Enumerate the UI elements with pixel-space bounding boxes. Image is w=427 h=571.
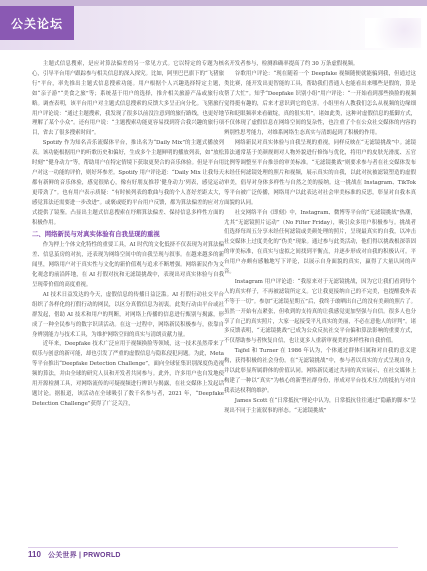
footer-divider (28, 547, 398, 548)
section-subheading: 二、网络新民与对真实体验有自我呈现的重视 (32, 230, 160, 239)
paragraph: 网络新民对真实体验与自我呈现的重视，同样反映在“无滤镜挑战”中。滤镜算法通常基于美颜规则对人物外貌进行修饰与优化，将用户的皮肤光滑度、五官比例等调整至平台推崇的审美标准。“无滤镜挑战”则要求参与者在社交媒体发布未经任何滤镜处理的照片和视频，展示真实的自我，以此对抗被滤镜塑造的虚假审美，倡导对身体多样性与自然之美的接纳。这一挑战在 Instagram、TikTok 等平台被广泛传播，网络用户以此表达对社会审美标准的反思，彰显对自我本真面貌的认同。 (224, 140, 416, 206)
page-footer (0, 537, 427, 571)
paragraph: James Scott 在“日常抵抗”理论中认为，日常抵抗往往通过“隐蔽的脚本”呈现出不同于主流叙事的形态。“无滤镜挑战” (224, 397, 416, 414)
right-column (224, 60, 416, 530)
paragraph: 近年来，Deepfake 技术广泛应用于视频换脸等领域，这一技术虽然带来了娱乐与创意的新可能，却也引发了严重的虚假信息与隐私侵犯问题。为此，Meta 等平台推出“Deepfake Detection Challenge”，面向全球征集识别深度伪造视频的算法，并由全球的研究人员和开发者共同参与。此外，许多用户也自发地使用开源检测工具，对网络流传的可疑视频进行辨识与揭露，在社交媒体上发起话题讨论。据报道，该活动在全球吸引了数千名参与者，2021 年，“Deepfake Detection Challenge”获得了广泛关注， (32, 341, 224, 407)
left-column (32, 60, 224, 530)
section-label: 公关论坛 (0, 6, 74, 40)
paragraph: Instagram 用户评论道：“我原来对于无滤镜挑战，因为它让我们看到每个人的真实样子，不再被滤镜所定义。它让我更接纳自己的不完美，也提醒我外表不等于一切”。参加“无滤镜星期五”后，我终于敢晒出自己的没有美颜的照片了。虽然一开始有点紧张，但收到的支持真的让我感觉更加坚强与自信。很多人也分享了自己的真实照片，大家一起接受平凡真实的美丽，不必在意他人的评判”。诸多反馈表明，“无滤镜挑战”已成为公众反抗社交平台偏和算法影响的重要方式，不仅帮助参与者恢复自信，也让更多人重新审视美的多样性和自我价值。 (224, 278, 416, 345)
paragraph: 社交网络平台《即刻》中，Instagram、微博等平台的“无滤镜挑战”热潮，尤其“无滤镜照片运动”（No Filter Friday），吸引众多用户积极参与。挑战者们选择每周五分享未经任何滤镜或美颜处理的照片，呈现最真实的自我，以冲击社交媒体上过度美化的“伪美”现象。通过参与此类活动，他们得以挑战根深蒂固的审美标准，在真实与虚拟之间找到平衡点，并逐步形成对自我的积极认可。平台用户亦颇有感触地写下评论，以展示自身面貌的真实，赢得了大量认同的声音。 (224, 209, 416, 276)
paragraph: Spotify 作为知名音乐流媒体平台，推出名为“Daily Mix”的主题式播放列表。该功能根据用户的听歌历史和偏好，生成多个主题鲜明的播放列表，如“放松时刻”“健身动力”等，帮助用户在特定情境下获取更契合的音乐体验。但是平台用户对这一功能的评价，则好坏参差。Spotify 用户评论道：“Daily Mix 让我每天都有新鲜的音乐体验，感觉很贴心，像有好朋友推荐‘健身动力’列表，感觉运动更带劲了”。也有用户表示质疑：“有时候列表的歌曲与我的个人喜好差距太大，感觉算法还需要进一步改进”。或褒或贬的平台用户反馈，都为算法偏差的应对方式提供了镜鉴。凸显出主题式信息搜索在纾解算法偏差、保持信息多样性方面的积极作用。 (32, 140, 224, 226)
paragraph: AI 技术日益发达的今天，虚假信息的传播日益泛滥。AI 打假行动社交平台组织了各样化的打假行动的网民，以区分真假信息为初衷。此类行动由平台或社群发起，借助 AI 技术和用户的判断，对网络上传播的信息进行甄别与揭露，形成了一种全民参与的数字识读活动。在这一过程中，网络新民积极参与，依靠自身辨别能力与技术工具，为维护网络空间的真实与清朗贡献力量。 (32, 291, 224, 338)
paragraph: 作为押上个体文化特性的重要工具，AI 时代的文化低挤不仅表现为对算法偏差、信息茧房的对抗，还表现为网络空间中的自我呈现与叙事。在越来越多的新闻里，网络用户对于真实性与文化的新价值观与追求不断增强。网络新民作为文化观念的前沿阵地，在 AI 打假对抗和无滤镜挑战中，表现出对真实体验与自我呈现带价值的高度重视。 (32, 242, 224, 289)
paragraph: Tajfel 和 Turner 在 1986 年认为，个体通过群体归属和对自我的意义建构，获得积极的社会身份。在“无滤镜挑战”中，参与者以真实的方式呈现自身，并以此彰显所属群体的价值认同。网络新民通过共同的真实展示，在社交媒体上构建了一种以“真实”为核心的新型社群身份，形成对平台技术压力的抵抗与对自我表达权利的维护。 (224, 348, 416, 394)
publication-brand: 公关世界 | PRWORLD (48, 552, 121, 559)
header-decoration (365, 18, 421, 48)
paragraph: 主题式信息搜索，是应对算法偏差的另一常见方式。它以特定的专题为核心，引导平台用户跟踪参与相关信息的深入探究。比如，阿里巴巴旗下的“飞猪旅行”平台，率先推出主题式信息搜索功能。用户根据个人兴趣选择特定主题，如“亲子游”“美食之旅”等；系统基于用户的选择，推介相关旅游产品或旅行攻略。调查表明，该平台用户对主题式信息搜索的反馈大多呈正向分化。飞猪旅行用户评论说：“通过主题搜索，我发现了很多以前没注意到的旅行路线，也更好地理解了某个小众”。还有用户说：“主题搜索功能更容易找到符合我兴趣的旅行项目，省去了很多搜索时间”。 (32, 61, 224, 137)
paragraph: 谷歌用户评论：“现在随着一个 Deepfake 视频随便就能骗到我，但通过这类比赛，能开发出更智能的工具，帮助我们普通人也能看出来哪些是假的，算是帮了大忙”。知乎“Deepfake 识别小组”用户评论：“一开始看到那些换脸的视频觉得挺有趣的，后来才意识到它的危害。小组里有人教我们怎么从视频的边缘细节和眨眼频率来看破绽，真的很实用”。诸如此类，这种对虚假信息的抵御方式，不仅体现了虚假信息在网络空间的复杂性，也注重了个在公众社交媒体的内容的辨别性思考能力，对维系网络生态真实与清朗起到了积极的作用。 (224, 70, 416, 137)
paragraph: 名开发者参与，检测准确率提高了约 30 万条虚假视频。 (224, 61, 359, 67)
page-number: 110 (28, 550, 41, 559)
